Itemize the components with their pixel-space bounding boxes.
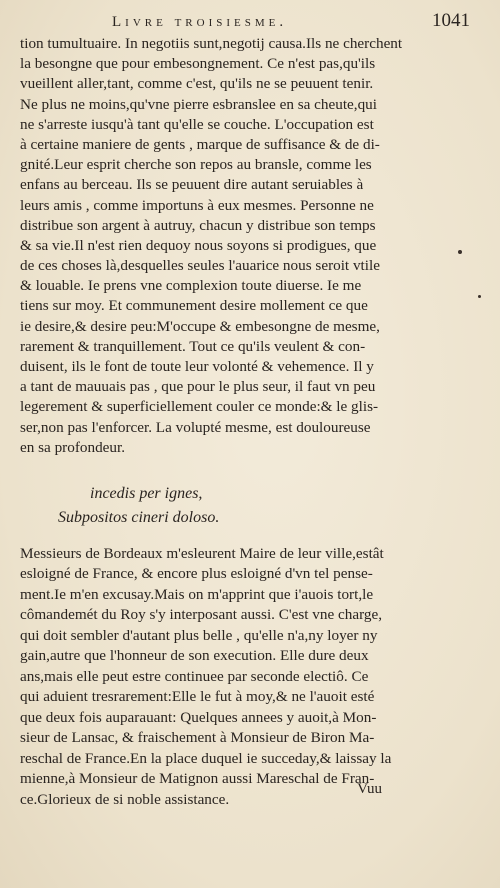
margin-mark <box>458 250 462 254</box>
paragraph-2 <box>20 544 474 811</box>
running-title: Livre troisiesme. <box>112 14 288 30</box>
text-line: en sa profondeur. <box>20 438 126 456</box>
text-line: ce.Glorieux de si noble assistance. <box>20 790 230 808</box>
text-line: sieur de Lansac, & fraischement à Monsieur de Biron Ma- <box>20 729 375 747</box>
text-line: rarement & tranquillement. Tout ce qu'ils veulent & con- <box>20 337 366 355</box>
text-line: qui aduient tresrarement:Elle le fut à moy,& ne l'auoit esté <box>20 688 375 706</box>
text-line: Ne plus ne moins,qu'vne pierre esbranslee en sa cheute,qui <box>20 95 377 113</box>
text-line: tion tumultuaire. In negotiis sunt,negotij causa.Ils ne cherchent <box>20 35 403 52</box>
verse-line: Subpositos cineri doloso. <box>58 508 220 526</box>
text-line: ne s'arreste iusqu'à tant qu'elle se couche. L'occupation est <box>20 115 374 133</box>
text-line: Messieurs de Bordeaux m'esleurent Maire de leur ville,estât <box>20 544 384 562</box>
text-line: duisent, ils le font de toute leur volonté & vehemence. Il y <box>20 358 374 375</box>
text-line: ser,non pas l'enforcer. La volupté mesme, est douloureuse <box>20 418 371 436</box>
text-line: que deux fois auparauant: Quelques annees y auoit,à Mon- <box>20 708 377 726</box>
text-line: gnité.Leur esprit cherche son repos au bransle, comme les <box>20 156 372 174</box>
signature-mark: Vuu <box>357 781 382 797</box>
verse-line: incedis per ignes, <box>90 484 203 502</box>
text-line: & sa vie.Il n'est rien dequoy nous soyons si prodigues, que <box>20 236 377 254</box>
text-line: reschal de France.En la place duquel ie succeday,& laissay la <box>20 749 392 767</box>
verse-quotation <box>58 482 474 530</box>
text-line: legerement & superficiellement couler ce monde:& le glis- <box>20 398 379 416</box>
text-line: & louable. Ie prens vne complexion toute diuerse. Ie me <box>20 277 362 295</box>
text-line: de ces choses là,desquelles seules l'auarice nous seroit vtile <box>20 257 380 275</box>
text-line: qui doit sembler d'autant plus belle , qu'elle n'a,ny loyer ny <box>20 626 378 644</box>
text-line: leurs amis , comme importuns à eux mesmes. Personne ne <box>20 196 374 214</box>
text-line: vueillent aller,tant, comme c'est, qu'ils ne se peuuent tenir. <box>20 75 374 93</box>
text-line: enfans au berceau. Ils se peuuent dire autant seruiables à <box>20 176 364 194</box>
text-line: esloigné de France, & encore plus esloigné d'vn tel pense- <box>20 565 373 583</box>
text-line: distribue son argent à autruy, chacun y distribue son temps <box>20 216 376 234</box>
text-line: à certaine maniere de gents , marque de suffisance & de di- <box>20 135 380 153</box>
paragraph-1 <box>20 34 474 458</box>
text-line: a tant de mauuais pas , que pour le plus seur, il faut vn peu <box>20 378 376 396</box>
margin-mark <box>478 295 481 298</box>
text-line: gain,autre que l'honneur de son execution. Elle dure deux <box>20 647 369 665</box>
text-line: tiens sur moy. Et communement desire mollement ce que <box>20 297 368 315</box>
text-line: la besongne que pour embesongnement. Ce n'est pas,qu'ils <box>20 55 376 73</box>
text-line: ment.Ie m'en excusay.Mais on m'apprint que i'auois tort,le <box>20 585 374 603</box>
page-number: 1041 <box>432 10 470 31</box>
text-line: ans,mais elle peut estre continuee par seconde electiô. Ce <box>20 667 369 685</box>
text-line: ie desire,& desire peu:M'occupe & embesongne de mesme, <box>20 317 380 335</box>
text-line: cômandemét du Roy s'y interposant aussi. C'est vne charge, <box>20 606 383 624</box>
text-line: mienne,à Monsieur de Matignon aussi Mareschal de Fran- <box>20 770 375 788</box>
running-head <box>20 4 474 34</box>
